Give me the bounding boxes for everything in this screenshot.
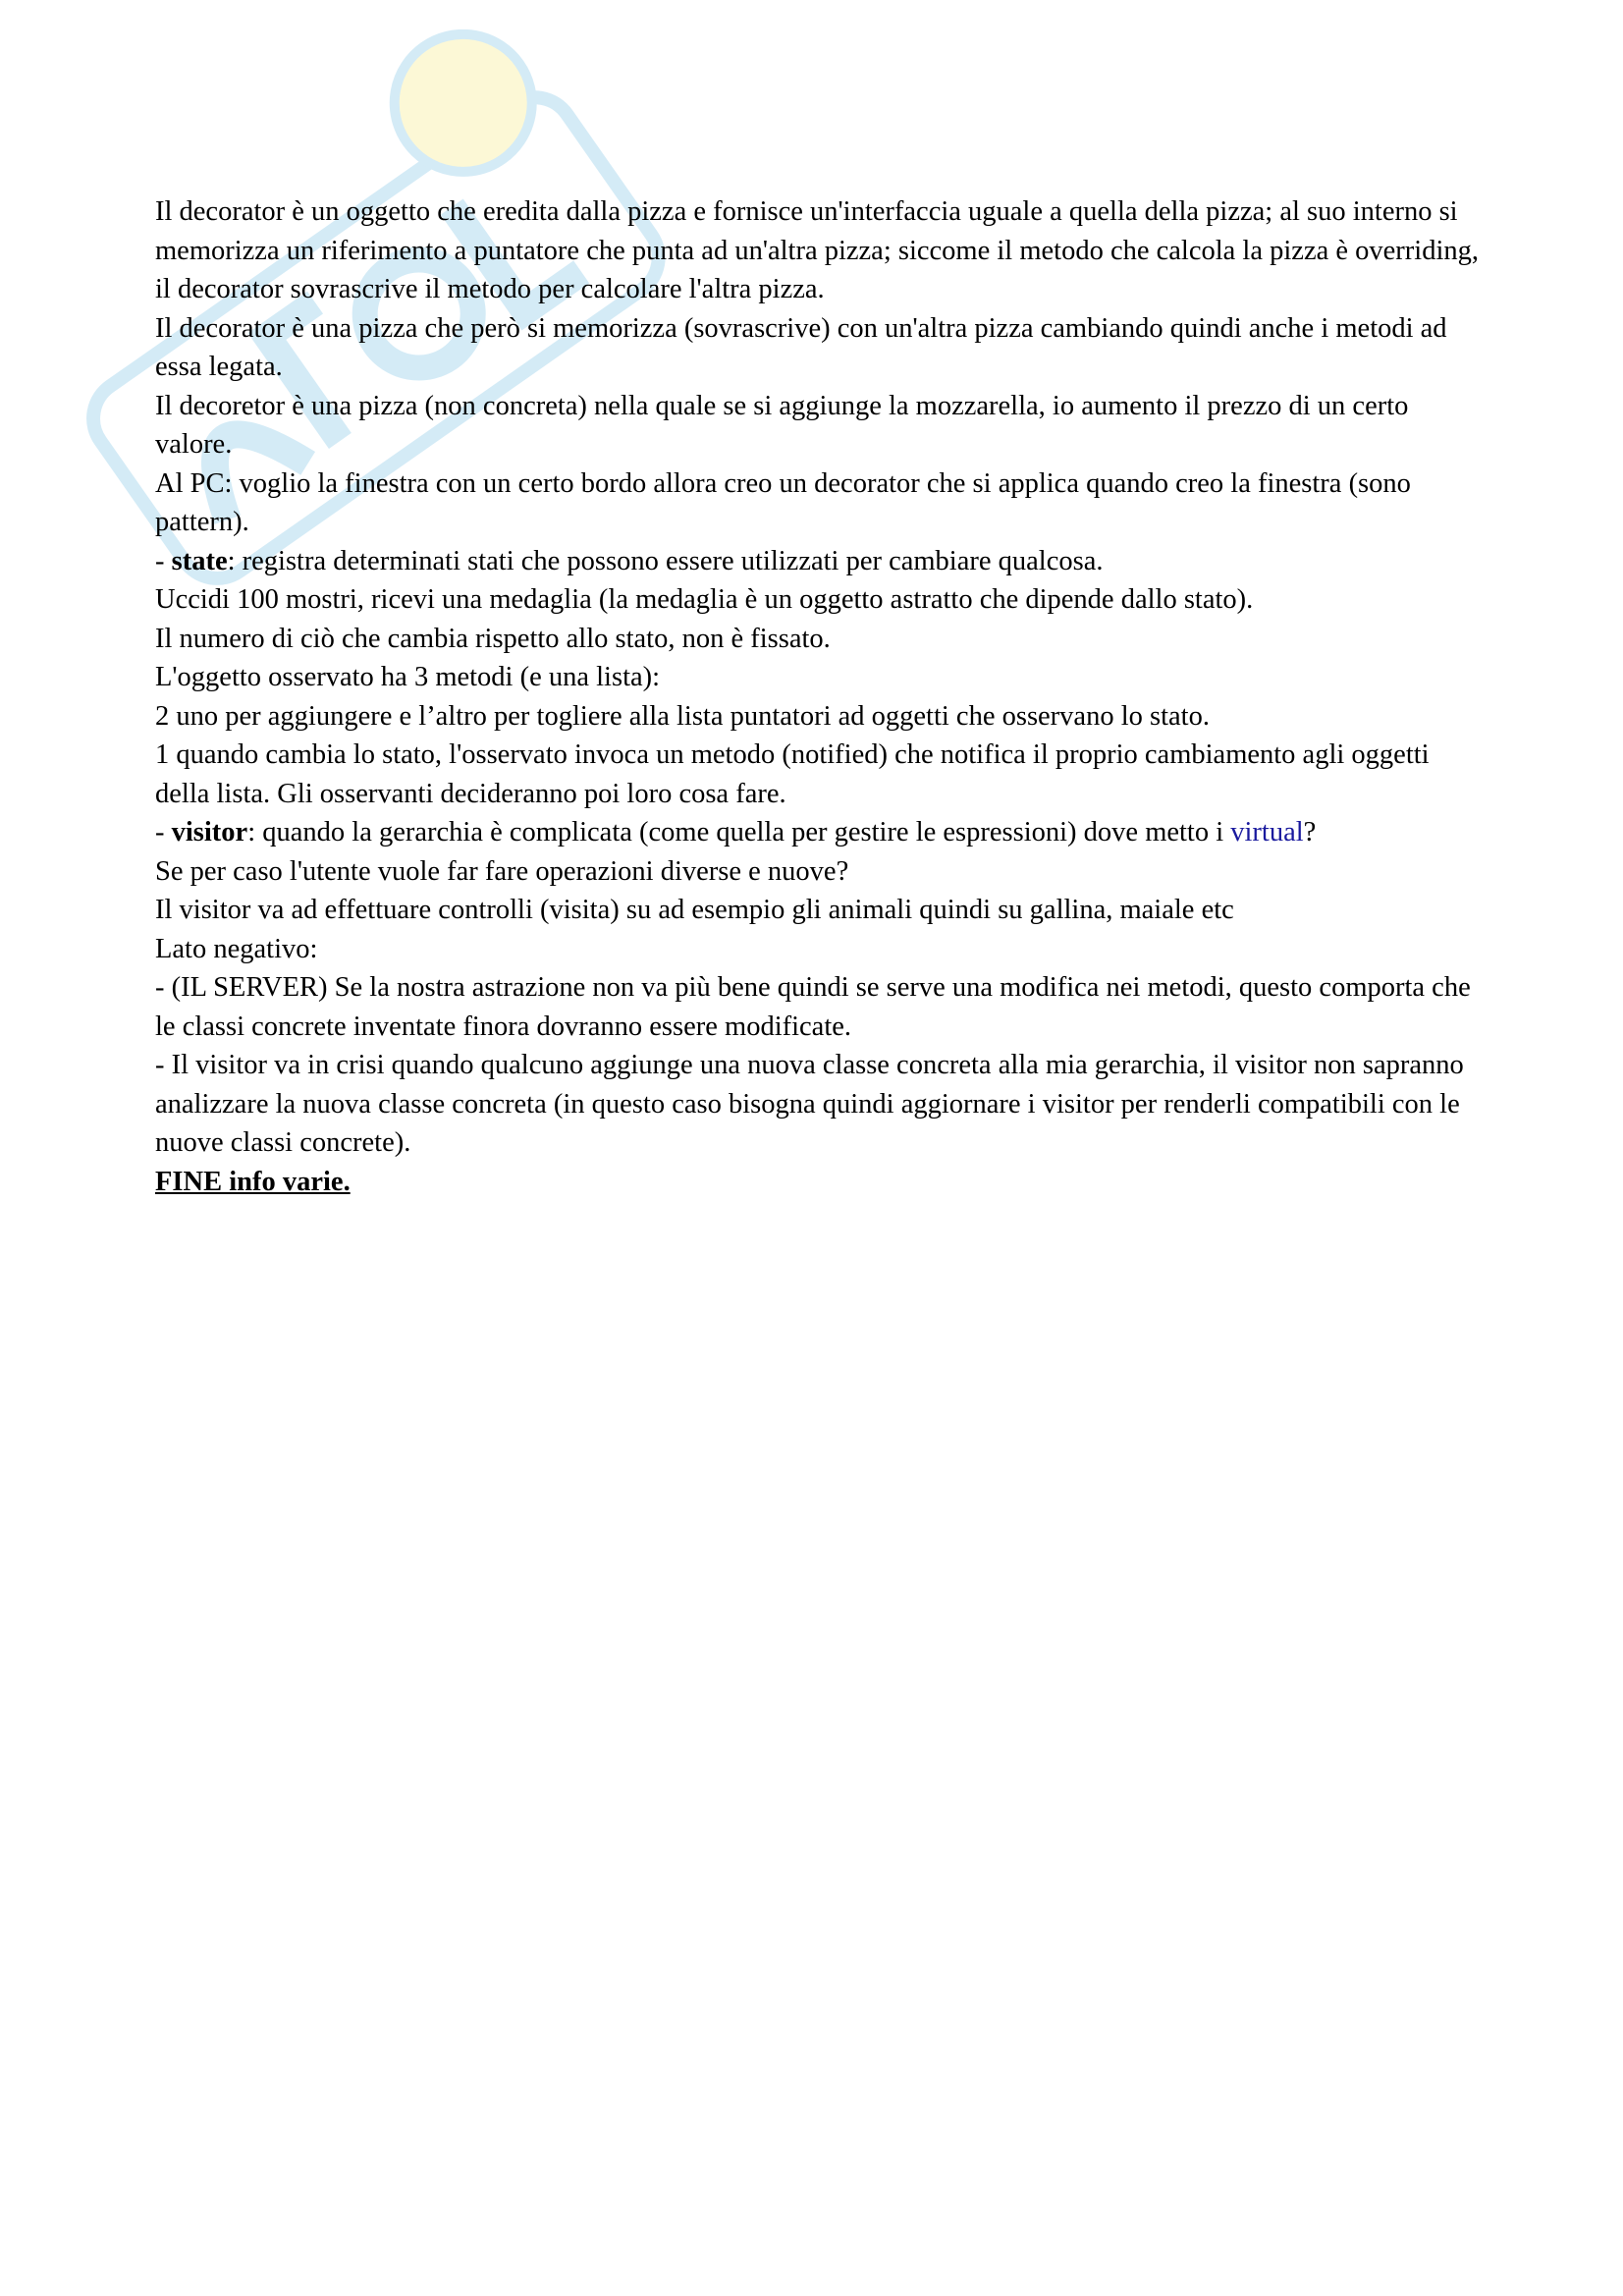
paragraph-medal-example: Uccidi 100 mostri, ricevi una medaglia (la medaglia è un oggetto astratto che dipende dallo stato). <box>155 584 1254 615</box>
paragraph-visitor <box>155 813 1483 852</box>
paragraph-visitor-checks: Il visitor va ad effettuare controlli (visita) su ad esempio gli animali quindi su gallina, maiale etc <box>155 895 1234 925</box>
keyword-visitor: visitor <box>171 817 248 847</box>
paragraph-user-operations: Se per caso l'utente vuole far fare operazioni diverse e nuove? <box>155 855 849 887</box>
paragraph-negative-side: Lato negativo: <box>155 933 318 964</box>
visitor-description: : quando la gerarchia è complicata (come quella per gestire le espressioni) dove metto i <box>247 817 1231 847</box>
paragraph-decorator-definition: Il decorator è un oggetto che eredita dalla pizza e fornisce un'interfaccia uguale a quella della pizza; al suo interno si memorizza un riferimento a puntatore che punta ad un'altra pizza; siccome il metodo che calcola la pizza è overriding, il decorator sovrascrive il metodo per calcolare l'altra pizza. <box>155 196 1479 304</box>
paragraph-observed-object: L'oggetto osservato ha 3 metodi (e una lista): <box>155 662 661 692</box>
paragraph-decorator-mozzarella: Il decoretor è una pizza (non concreta) nella quale se si aggiunge la mozzarella, io aumento il prezzo di un certo valore. <box>155 390 1409 460</box>
virtual-link[interactable]: virtual <box>1230 817 1304 847</box>
paragraph-notify-method: 1 quando cambia lo stato, l'osservato invoca un metodo (notified) che notifica il proprio cambiamento agli oggetti della lista. Gli osservanti decideranno poi loro cosa fare. <box>155 739 1430 809</box>
end-label: FINE info varie. <box>155 1166 351 1197</box>
paragraph-add-remove-methods: 2 uno per aggiungere e l’altro per togliere alla lista puntatori ad oggetti che osservano lo stato. <box>155 700 1210 732</box>
paragraph-pc-window-example: Al PC: voglio la finestra con un certo bordo allora creo un decorator che si applica quando creo la finestra (sono pattern). <box>155 467 1411 537</box>
document-body <box>155 192 1483 1201</box>
paragraph-decorator-memorizes: Il decorator è una pizza che però si memorizza (sovrascrive) con un'altra pizza cambiando quindi anche i metodi ad essa legata. <box>155 312 1447 382</box>
state-description: : registra determinati stati che possono essere utilizzati per cambiare qualcosa. <box>227 545 1104 576</box>
keyword-state: state <box>171 545 228 576</box>
paragraph-state <box>155 542 1483 581</box>
paragraph-visitor-crisis: - Il visitor va in crisi quando qualcuno aggiunge una nuova classe concreta alla mia gerarchia, il visitor non sapranno analizzare la nuova classe concreta (in questo caso bisogna quindi aggiornare i visitor per renderli compatibili con le nuove classi concrete). <box>155 1050 1464 1158</box>
list-dash: - <box>155 545 172 576</box>
paragraph-state-number: Il numero di ciò che cambia rispetto allo stato, non è fissato. <box>155 623 831 654</box>
paragraph-server-abstraction: - (IL SERVER) Se la nostra astrazione non va più bene quindi se serve una modifica nei metodi, questo comporta che le classi concrete inventate finora dovranno essere modificate. <box>155 972 1471 1042</box>
visitor-suffix: ? <box>1303 817 1317 847</box>
list-dash: - <box>155 817 172 847</box>
